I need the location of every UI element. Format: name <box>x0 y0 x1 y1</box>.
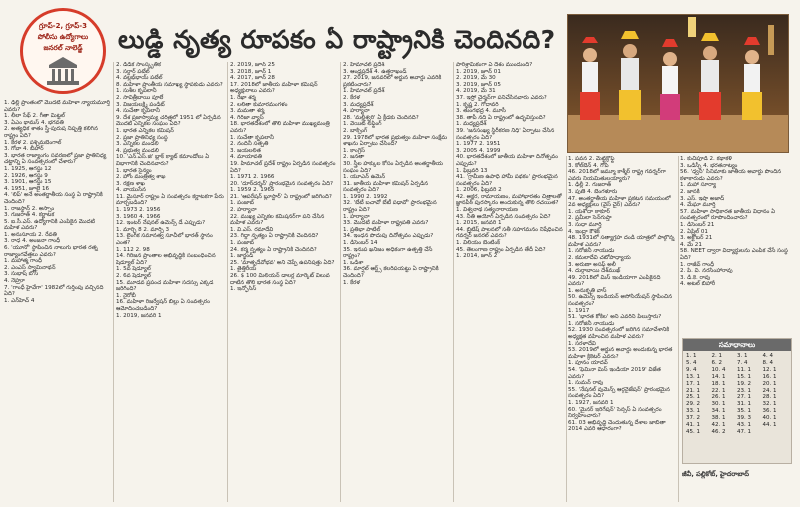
question-line: 35. ఇనుప ఖనిజం అధికంగా ఉత్పత్తి చేసే రాష్ట్రం? <box>343 246 433 260</box>
answer-cell: 39. 3 <box>737 415 751 422</box>
question-line: 29. 1978లో భారత ప్రభుత్వం మహిళా సంక్షేమ శాఖను ఏర్పాటు చేసింది? <box>343 134 448 148</box>
question-line: 1. 2014, జూన్ 2 <box>456 253 498 260</box>
question-line: 24. కర్మ నృత్యం ఏ రాష్ట్రానికి చెందినది? <box>230 246 317 253</box>
question-line: 47. అంతర్జాతీయ మహిళా ప్రకటన సమయంలో 2వ అధ్యక్షులు (వైస్ చైర్) ఎవరు? <box>568 195 671 209</box>
question-line: 1. జార్ఖండ్ <box>230 253 254 260</box>
question-line: 1. డిసెంబర్ 21 <box>680 221 715 228</box>
question-line: 1. కాంగ్రెస్ <box>343 147 365 154</box>
question-line: 57. మహిళా సాధికారత జాతీయ విధానం ఏ సంవత్సరంలో రూపొందించారు? <box>680 208 776 222</box>
answer-cell: 35. 1 <box>737 408 751 415</box>
text-column-5 <box>456 62 564 502</box>
question-line: 1. డిసెంబర్ 14 <box>343 240 378 247</box>
question-line: 1. 1977 2. 1951 <box>456 141 501 148</box>
question-line: 4. గిరిజా వ్యాస్ <box>230 114 264 121</box>
answer-cell: 46. 2 <box>711 428 726 435</box>
question-line: 3. సుధా మూర్తి <box>568 221 602 228</box>
question-line: 4. ప్రభుత్వ మండలి <box>116 147 159 154</box>
question-line: 4. 2017, జూన్ 28 <box>230 75 275 82</box>
question-line: 11. మైసూర్ రాష్ట్రం ఏ సంవత్సరం కర్ణాటకగా పేరు మార్చబడింది? <box>116 193 224 207</box>
question-line: 1. భారత ఎన్నికల కమిషన్ <box>116 127 174 134</box>
question-line: 1. 1925, ఆగస్టు 12 <box>4 165 52 172</box>
question-line: 1. విశ్వనాథ సత్యనారాయణ <box>456 207 518 214</box>
answer-cell: 22. 1 <box>711 387 726 394</box>
question-line: 1. 1959 2. 1965 <box>230 187 275 194</box>
question-line: 60. 'మైనర్ ఇరిగేషన్' సెన్సస్ ఏ సంవత్సరం నిర్వహించారు? <box>568 406 662 420</box>
question-line: 26. $ 100 మిలియన్ డాలర్ల మార్కెట్ విలువ దాటిన తొలి భారత సంస్థ ఏది? <box>230 273 330 286</box>
question-line: 32. 'బేటీ బచావో బేటీ పఢావో' ప్రారంభమైన రాష్ట్రం ఏది? <box>343 200 437 214</box>
question-line: 1. 2006, ఫిబ్రవరి 2 <box>456 187 502 194</box>
question-line: 1. నైరోబీ <box>116 292 136 299</box>
question-line: 1. కేరళ 2. పశ్చిమబెంగాల్ <box>4 139 62 146</box>
answer-cell: 41. 1 <box>686 422 700 429</box>
question-line: 4. 1951, జూలై 16 <box>4 185 50 192</box>
question-line: 4. మేఘా మూర్తి <box>680 202 716 209</box>
question-line: 1. 1973 2. 1956 <box>116 207 161 214</box>
question-line: 20. 'దూర్‌దర్శన్' ప్రారంభమైన సంవత్సరం ఏది? <box>230 180 334 187</box>
answer-cell: 18. 1 <box>711 380 726 387</box>
question-line: 37. ఇస్రో చైర్మన్‌గా పనిచేసినవారు ఎవరు? <box>456 94 547 101</box>
question-line: 52. 1930 సంవత్సరంలో జరిగిన సమావేశానికి అధ్యక్షత వహించిన మహిళ ఎవరు? <box>568 327 670 341</box>
question-line: 4. ఇంద్రా కౌశిక్ <box>568 228 600 235</box>
badge-line-3: జనరల్ నాలెడ్జ్ <box>43 44 83 52</box>
question-line: 50. ఉమెన్స్ ఇండియన్ అసోసియేషన్ స్థాపించిన సంవత్సరం? <box>568 294 673 308</box>
question-line: 1. భారత సైన్యం <box>116 167 152 174</box>
question-line: 1. సుమన్ రావు <box>568 380 604 387</box>
question-line: 1. 2019, జూన్ 01 <box>456 68 501 75</box>
question-line: 2. జనతా <box>343 154 365 161</box>
question-line: 2. 1926, ఆగస్టు 9 <box>4 172 48 179</box>
question-line: 38. తాపీ నది ఏ రాష్ట్రంలో ఉద్భవిస్తుంది? <box>456 114 546 121</box>
badge-line-2: పోలీసు ఉద్యోగాలు <box>37 33 89 41</box>
text-column-4 <box>343 62 451 502</box>
question-line: 1. పూనం యాదవ్ <box>568 360 608 367</box>
question-line: 4. దుర్గాబాయి దేశ్‌ముఖ్ <box>568 268 621 275</box>
answer-cell: 47. 1 <box>737 428 751 435</box>
question-line: 1. రాజస్థాన్ 2. అస్సాం <box>4 205 55 212</box>
answer-cell: 44. 1 <box>762 422 777 429</box>
question-line: 1. సుశీల కృపలానీ <box>116 88 157 95</box>
question-line: 3. గోవా 4. బీహార్ <box>4 146 44 153</box>
question-line: 1. 1971 2. 1966 <box>230 174 275 181</box>
question-line: 3. 2019, జూన్ 05 <box>456 81 501 88</box>
answer-cell: 32. 1 <box>762 401 777 408</box>
question-line: 4. అటల్ బిహారీ <box>680 281 716 288</box>
question-line: 3. ఒడిస్సీ 4. భరతనాట్యం <box>680 162 738 169</box>
question-line: 61. 03 అభివృద్ధి చెందుతున్న దేశాల జాబితా 2014 ఎవరి ఆధారంగా? <box>568 419 666 433</box>
question-line: 4. 2019, మే 31 <box>456 88 496 95</box>
question-line: 4. మే 21 <box>680 241 702 248</box>
building-icon <box>43 55 83 87</box>
question-line: 1. మహా సూర్యా <box>680 182 717 189</box>
question-line: 3. డి.కె. రావు <box>680 274 711 281</box>
question-line: 42. అక్షర, రామాయణం, మహాభారతం చిత్రాలతో జ్ఞానపీఠ్ పురస్కారం అందుకున్న తొలి రచయిత? <box>456 193 562 207</box>
question-line: 2. 2019, జూన్ 25 <box>230 62 275 68</box>
question-line: 1. సుచేతా కృపలానీ <box>230 134 274 141</box>
question-line: 1. హర్యానా <box>343 213 370 220</box>
question-line: 2. కేరళ <box>343 94 360 101</box>
answer-cell: 5. 4 <box>686 359 697 366</box>
answer-cell: 27. 1 <box>737 394 751 401</box>
question-line: 16. మహిళా రిజర్వేషన్ బిల్లు ఏ సంవత్సరం ఆమోదించబడింది? <box>116 299 210 312</box>
column-rule <box>340 62 341 502</box>
question-line: 58. NEET ద్వారా విద్యార్థులను ఎంపిక చేసే సంస్థ ఏది? <box>680 248 788 261</box>
question-line: 19. హిమాచల్ ప్రదేశ్ రాష్ట్రం ఏర్పడిన సంవత్సరం ఏది? <box>230 160 336 174</box>
answer-cell: 3. 1 <box>737 353 748 359</box>
question-line: 3. సుభాష్ బోస్ <box>4 271 39 278</box>
answer-cell: 13. 1 <box>686 373 700 380</box>
answer-cell: 10. 4 <box>711 366 726 373</box>
answer-cell: 2. 1 <box>711 353 722 359</box>
question-line: 1. హిమాచల్ ప్రదేశ్ <box>343 88 385 95</box>
question-line: 15. మూడవ ప్రపంచ మహిళా సదస్సు ఎక్కడ జరిగింది? <box>116 279 214 293</box>
answer-cell: 8. 4 <box>762 359 773 366</box>
credit-line: జీవీ, పల్లికోట్, హైదరాబాద్ <box>682 470 750 478</box>
question-line: 2. హర్యానా <box>230 207 257 214</box>
question-line: 1. రాజీవ్ గాంధీ <box>680 261 715 268</box>
question-line: 3. విజయలక్ష్మి పండిట్ <box>116 101 165 108</box>
question-line: 1. అనుసూయ 2. రేవతి <box>4 231 57 238</box>
question-line: 17. 2018లో జాతీయ మహిళా కమిషన్ అధ్యక్షురాలు ఎవరు? <box>230 81 318 95</box>
question-line: 2. అత్యధిక శాతం స్త్రీ-పురుష నిష్పత్తి కలిగిన రాష్ట్రం ఏది? <box>4 126 98 139</box>
question-line: 1. ఒడిశా <box>343 259 364 266</box>
dance-photo <box>567 14 789 153</box>
question-line: 1. ఎన్‌హెచ్ 4 <box>4 297 35 304</box>
question-line: 2. నందినీ సత్పతి <box>230 141 269 148</box>
question-line: 1. మధ్యప్రదేశ్ <box>456 121 487 128</box>
answers-grid <box>683 351 791 438</box>
question-line: 3. జయలలిత <box>230 147 261 154</box>
question-line: 46. 2018లో జమ్మూ కాశ్మీర్ రాష్ట్ర గవర్నర్‌గా ఎవరు నియమితులయ్యారు? <box>568 169 666 182</box>
question-line: 1. ఇన్ఫోసిస్ <box>230 286 257 293</box>
text-column-7 <box>680 156 792 336</box>
question-line: 13. లైంగిక సమానత్వ సూచీలో భారత్ స్థానం ఎంత? <box>116 233 213 247</box>
answer-cell: 4. 4 <box>762 353 773 359</box>
question-line: 56. 'ధ్వని' సినిమాకు జాతీయ అవార్డు పొందిన కళాకారుడు ఎవరు? <box>680 169 782 182</box>
column-rule <box>453 62 454 502</box>
question-line: 2. ప్రజా ప్రాతినిధ్య సంస్థ <box>116 134 168 141</box>
question-line: 3. 2018, జూన్ 1 <box>230 68 272 75</box>
question-line: 43. నీతి ఆయోగ్ ఏర్పడిన సంవత్సరం ఏది? <box>456 213 551 220</box>
question-line: 40. భారతదేశంలో జాతీయ మహిళా దినోత్సవం ఎప్పుడు? <box>456 154 558 167</box>
question-line: 21. 'ఆపరేషన్ బ్లూస్టార్' ఏ రాష్ట్రంలో జరిగింది? <box>230 193 332 200</box>
question-line: 2. ఏప్రిల్ 01 <box>680 228 708 235</box>
question-line: 7. 'గాంధీ హైవేగా' 1982లో గుర్తింపు వచ్చినది ఏది? <box>4 284 104 298</box>
question-line: 55. 'నేషనల్ వుమెన్స్ ఆర్గనైజేషన్' ప్రారంభమైన సంవత్సరం ఏది? <box>568 386 670 400</box>
question-line: 4. మాయావతి <box>230 154 262 161</box>
question-line: 2. ఎంఎస్ స్వామినాథన్ <box>4 264 56 271</box>
question-line: 3. 1960 4. 1966 <box>116 213 161 220</box>
text-column-6 <box>568 156 678 456</box>
answer-cell: 14. 1 <box>711 373 726 380</box>
question-line: 3. సర్దార్ పటేల్ <box>116 68 150 75</box>
question-line: 3. పుణె 4. బెంగళూరు <box>568 188 618 195</box>
question-line: 33. మొదటి మహిళా రాష్ట్రపతి ఎవరు? <box>343 220 429 227</box>
question-line: 3. ఎస్. ఇషా అజాద్ <box>680 195 725 202</box>
question-line: 2. బాక్సింగ్ <box>343 127 368 134</box>
question-line: 2. లలితా కుమారమంగళం <box>230 101 288 108</box>
question-line: 53. 2019లో అర్జున అవార్డు అందుకున్న భారత మహిళా క్రికెటర్ ఎవరు? <box>568 347 673 360</box>
answer-cell: 31. 1 <box>737 401 751 408</box>
question-line: 1. 2015, జనవరి 1 <box>456 220 502 227</box>
answer-cell: 6. 2 <box>711 359 722 366</box>
answer-cell: 29. 2 <box>686 401 700 408</box>
answer-cell <box>763 429 789 436</box>
answer-cell: 24. 1 <box>762 387 777 394</box>
question-line: 27. 2019, జనవరిలో అర్జున అవార్డు ఎవరికి ప్రకటించారు? <box>343 75 442 88</box>
answer-cell: 33. 1 <box>686 408 700 415</box>
question-line: 5. ఐ.సీ.ఎస్. ఉద్యోగానికి ఎంపికైన మొదటి మహిళ ఎవరు? <box>4 218 95 232</box>
question-line: 1. సరోజినీ నాయుడు <box>568 248 615 255</box>
question-line: 2. హోం మంత్రిత్వ శాఖ <box>116 174 166 181</box>
question-line: 4. వల్లభ్‌భాయ్ పటేల్ <box>116 75 163 82</box>
answer-cell: 7. 4 <box>737 359 748 366</box>
answers-box <box>682 338 792 464</box>
answer-cell: 15. 1 <box>737 373 751 380</box>
question-line: 2. డిడిక సాంస్కృతిక <box>116 62 161 68</box>
question-line: 1. అనుకృతి వాస్ <box>568 287 607 294</box>
text-column-1 <box>4 100 112 502</box>
text-column-3 <box>230 62 338 502</box>
question-line: 3. ఏఎం థామస్ 4. భగవతి <box>4 119 64 126</box>
question-line: 1. 1917 <box>568 307 590 314</box>
question-line: 4. సుచేతా కృపలానీ <box>116 108 160 115</box>
question-line: 4. 'లిప్' అనే అంతర్జాతీయ సంస్థ ఏ రాష్ట్రానికి చెందింది? <box>4 192 103 205</box>
question-line: 1. వెయిట్ లిఫ్టింగ్ <box>343 121 382 128</box>
question-line: 3. రాధ 4. అంజనా గాంధీ <box>4 238 61 245</box>
section-badge <box>20 8 106 94</box>
question-line: 3. మమతా శర్మ <box>230 108 265 115</box>
column-rule <box>566 156 567 502</box>
question-line: 4. నెహ్రూ <box>4 278 25 285</box>
question-line: 4. వాయుసేన <box>116 187 146 194</box>
question-line: 1. సరోజినీ నాయుడు <box>568 320 615 327</box>
question-line: 9. దేశ ప్రజాస్వామ్య చరిత్రలో 1951 లో ఏర్పడిన మొదటి ఎన్నికల సంఘం ఏది? <box>116 114 221 128</box>
question-line: 2. 2019, మే 30 <box>456 75 496 82</box>
question-line: 2. 6వ షెడ్యూల్ <box>116 273 151 279</box>
answers-title: సమాధానాలు <box>683 339 791 351</box>
question-line: 3. గుజరాత్ 4. కర్ణాటక <box>4 212 55 219</box>
question-line: 1. వి.ఎస్. రమాదేవి <box>230 226 274 233</box>
question-line: 8. మహిళా ప్రాంతీయ సమాఖ్య స్థాపకుడు ఎవరు? <box>116 81 223 88</box>
question-line: 2. కమలాదేవి చటోపాధ్యాయ <box>568 254 631 261</box>
question-line: 3. అరుణా అసఫ్ అలీ <box>568 261 616 268</box>
answer-cell: 42. 1 <box>711 422 726 429</box>
answer-cell: 1. 1 <box>686 353 697 359</box>
question-line: 23. గిద్దా నృత్యం ఏ రాష్ట్రానికి చెందినది? <box>230 233 319 240</box>
answer-cell: 45. 1 <box>686 428 700 435</box>
answer-cell: 16. 1 <box>762 373 777 380</box>
question-line: 1. మహాత్మ గాంధీ <box>4 258 42 265</box>
question-line: 3. తుంగభద్ర 4. మూసీ <box>456 108 506 115</box>
question-line: 3. భారత రాజ్యాంగం సవరణలో ప్రజా ప్రాతినిధ్య చట్టాన్ని ఏ సంవత్సరంలో చేశారు? <box>4 152 107 166</box>
question-line: 1. సరళాదేవి <box>568 340 596 347</box>
answer-cell: 34. 1 <box>711 408 726 415</box>
question-line: 1. ఢిల్లీ 2. గుజరాత్ <box>568 182 612 189</box>
question-line: 3. ఆంధ్రప్రదేశ్ 4. ఉత్తరాఖండ్ <box>343 68 407 75</box>
question-line: 1. యశోదా ఠాకూర్ <box>568 208 610 215</box>
question-line: 2. పి. వి. నరసింహారావు <box>680 268 733 275</box>
answer-cell: 38. 1 <box>711 415 726 422</box>
question-line: 14. గిరిజన ప్రాంతాల అభివృద్ధికి సంబంధించిన షెడ్యూల్ ఏది? <box>116 253 216 266</box>
question-line: 1. లీలా సేథ్ 2. గీతా మిట్టల్ <box>4 113 65 120</box>
question-line: 3. 1901, ఆగస్టు 15 <box>4 179 52 186</box>
answer-cell: 19. 2 <box>737 380 751 387</box>
question-line: 1. రేఖా శర్మ <box>230 94 256 101</box>
question-line: 12. ఇంటర్ నేషనల్ ఉమెన్స్ డే ఎప్పుడు? <box>116 220 206 227</box>
answer-cell: 30. 1 <box>711 401 726 408</box>
answer-cell: 21. 1 <box>686 387 700 394</box>
question-line: 1. తైత్తిరీయ <box>230 266 257 273</box>
headline: లుడ్డి నృత్య రూపకం ఏ రాష్ట్రానికి చెందినది? <box>118 25 556 54</box>
question-line: 1. ఢిల్లీ ప్రాంతంలో మొదటి మహిళా న్యాయమూర్తి ఎవరు? <box>4 100 110 113</box>
column-rule <box>678 156 679 502</box>
badge-line-1: గ్రూప్-2, గ్రూప్-3 <box>38 22 88 30</box>
question-line: 1. 112 2. 98 <box>116 246 150 253</box>
question-line: 10. 'ఎన్.ఎస్.జి' బ్లాక్ క్యాట్ కమాండోలు ఏ విభాగానికి చెందినవారు? <box>116 154 210 167</box>
question-line: 30. స్త్రీల హక్కుల కోసం ఏర్పడిన అంతర్జాతీయ సంఘం ఏది? <box>343 160 443 174</box>
answer-cell: 9. 4 <box>686 366 697 373</box>
question-line: 2. జానకి <box>680 188 700 195</box>
question-line: 49. 2018లో మిస్ ఇండియాగా ఎంపికైనది ఎవరు? <box>568 274 661 288</box>
column-rule <box>113 62 114 502</box>
question-line: 51. 'భారత కోకిల' అని ఎవరిని పిలుస్తారు? <box>568 314 662 321</box>
question-line: 3. 2005 4. 1999 <box>456 147 501 154</box>
answer-cell: 28. 1 <box>762 394 777 401</box>
question-line: 54. 'ఫెమినా మిస్ ఇండియా 2019' విజేత ఎవరు? <box>568 367 661 380</box>
answer-cell: 40. 1 <box>762 415 777 422</box>
answer-cell: 20. 1 <box>762 380 777 387</box>
question-line: 4. హర్యానా <box>343 108 370 115</box>
question-line: 1. విలియం బెంటింక్ <box>456 240 501 247</box>
question-line: 3. అక్టోబర్ 21 <box>680 235 713 242</box>
question-line: 1. పవన 2. మెట్ట్‌క్రోఫ్ట్ <box>568 156 615 162</box>
answer-cell: 25. 1 <box>686 394 700 401</box>
question-line: 18. భారతదేశంలో తొలి మహిళా ముఖ్యమంత్రి ఎవరు? <box>230 121 330 134</box>
question-line: 28. 'మల్లీశ్వరి' ఏ క్రీడకు చెందినది? <box>343 114 419 121</box>
question-line: 22. ముఖ్య ఎన్నికల కమిషనర్‌గా పని చేసిన మహిళ ఎవరు? <box>230 213 325 227</box>
question-line: 41. 'గ్రామీణ ఉపాధి హామీ పథకం' ప్రారంభమైన సంవత్సరం ఏది? <box>456 174 558 187</box>
question-line: 1. 1927, జనవరి 1 <box>568 399 614 406</box>
question-line: 36. మార్షల్ ఆర్ట్స్ కలరిపయట్టు ఏ రాష్ట్రానికి చెందింది? <box>343 266 439 279</box>
column-rule <box>227 62 228 502</box>
answer-cell: 12. 1 <box>762 366 777 373</box>
question-line: 1. 1990 2. 1992 <box>343 193 388 200</box>
answer-cell: 36. 1 <box>762 408 777 415</box>
text-column-2 <box>116 62 224 502</box>
question-line: 48. 1931లో సత్యాగ్రహ దండి యాత్రలో పాల్గొన్న మహిళ ఎవరు? <box>568 235 675 248</box>
question-line: 1. కుచిపూడి 2. కథాకళి <box>680 156 733 162</box>
question-line: 1. యూఎన్ ఉమెన్ <box>343 174 386 181</box>
question-line: 1. 2019, జనవరి 1 <box>116 312 162 319</box>
question-line: 1. ప్రతిభా పాటిల్ <box>343 226 381 233</box>
answer-cell: 37. 2 <box>686 415 700 422</box>
question-line: 3. రక్షణ శాఖ <box>116 180 145 187</box>
answer-cell: 23. 1 <box>737 387 751 394</box>
question-line: 3. కోల్‌బెన్ 4. గోపి <box>568 162 609 169</box>
question-line: పారిశ్రామికంగా ఏ దేశం ముందుంది? <box>456 62 533 68</box>
question-line: 1. కృష్ణ 2. గోదావరి <box>456 101 499 108</box>
question-line: 6. 'యూనో' స్థాపించిన నాలుగు భారత రత్న రాజ్యాంగవేత్తలు ఎవరు? <box>4 245 98 258</box>
question-line: 1. మార్చి 8 2. మార్చి 3 <box>116 226 170 233</box>
answer-cell: 43. 1 <box>737 422 751 429</box>
question-line: 34. ఇంధన పొదుపు దినోత్సవం ఎప్పుడు? <box>343 233 434 240</box>
question-line: 3. ఎన్నికల మండలి <box>116 141 159 148</box>
question-line: 1. ఫిబ్రవరి 13 <box>456 167 488 174</box>
question-line: 39. 'జనసంఖ్య స్థిరీకరణ నిధి' ఏర్పాటు చేసిన సంవత్సరం ఏది? <box>456 127 555 141</box>
question-line: 3. మధ్యప్రదేశ్ <box>343 101 374 108</box>
answer-cell: 17. 1 <box>686 380 700 387</box>
question-line: 1. పంజాబ్ <box>230 200 254 207</box>
question-line: 2. ప్రమీలా సెన్‌గుప్తా <box>568 215 612 222</box>
answer-cell: 26. 1 <box>711 394 726 401</box>
answer-cell: 11. 1 <box>737 366 751 373</box>
question-line: 1. కేరళ <box>343 279 360 286</box>
question-line: 31. జాతీయ మహిళా కమిషన్ ఏర్పడిన సంవత్సరం ఏది? <box>343 180 429 194</box>
question-line: 25. 'మాతృదేవోభవ' అని చెప్పే ఉపనిషత్తు ఏది? <box>230 259 335 266</box>
question-line: 1. పంజాబ్ <box>230 240 254 247</box>
question-line: 2. సావిత్రీబాయి పూలే <box>116 94 164 101</box>
question-line: 45. తెలంగాణ రాష్ట్రం ఏర్పడిన తేదీ ఏది? <box>456 246 546 253</box>
question-line: 1. 5వ షెడ్యూల్ <box>116 266 151 273</box>
question-line: 44. బ్రిటిష్ పాలనలో సతీ సహగమనం నిషేధించిన గవర్నర్ జనరల్ ఎవరు? <box>456 226 563 240</box>
question-line: 2. హిమాచల్ ప్రదేశ్ <box>343 62 385 68</box>
